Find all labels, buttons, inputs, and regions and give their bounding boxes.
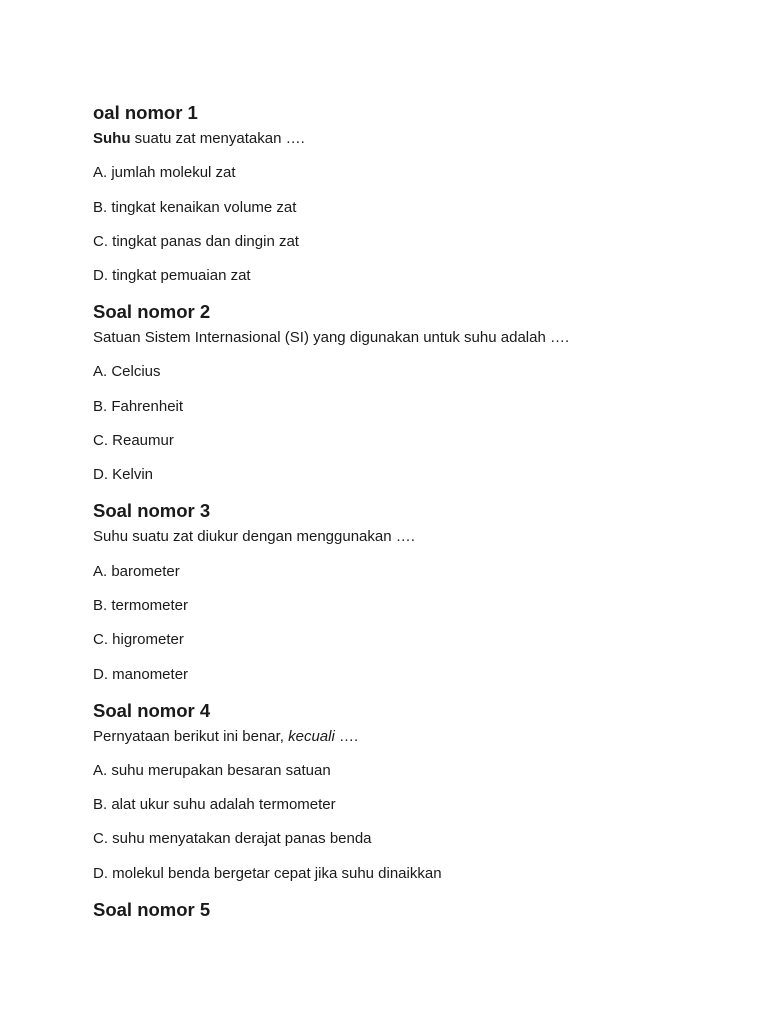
question-italic-term: kecuali bbox=[288, 727, 335, 745]
answer-option-c: C. suhu menyatakan derajat panas benda bbox=[93, 830, 372, 848]
answer-option-b: B. Fahrenheit bbox=[93, 397, 184, 415]
question-block-2 bbox=[93, 299, 733, 485]
question-heading: Soal nomor 4 bbox=[93, 699, 211, 721]
answer-option-c: C. Reaumur bbox=[93, 432, 174, 450]
question-block-3 bbox=[93, 498, 733, 684]
answer-option-d: D. tingkat pemuaian zat bbox=[93, 267, 251, 285]
question-heading: Soal nomor 3 bbox=[93, 500, 211, 522]
question-text: Satuan Sistem Internasional (SI) yang digunakan untuk suhu adalah …. bbox=[93, 329, 570, 347]
answer-option-d: D. manometer bbox=[93, 665, 189, 683]
question-text bbox=[93, 129, 733, 149]
answer-option-d: D. Kelvin bbox=[93, 466, 154, 484]
question-text bbox=[93, 727, 733, 747]
answer-option-a: A. Celcius bbox=[93, 363, 161, 381]
question-block-5 bbox=[93, 897, 733, 923]
question-tail: …. bbox=[334, 727, 359, 745]
answer-option-a: A. suhu merupakan besaran satuan bbox=[93, 761, 331, 779]
question-heading: Soal nomor 2 bbox=[93, 301, 211, 323]
question-bold-term: Suhu bbox=[93, 130, 131, 147]
answer-option-a: A. jumlah molekul zat bbox=[93, 164, 236, 182]
answer-option-b: B. termometer bbox=[93, 596, 189, 614]
answer-option-c: C. higrometer bbox=[93, 631, 184, 649]
question-body: suatu zat menyatakan …. bbox=[130, 130, 305, 147]
answer-option-d: D. molekul benda bergetar cepat jika suhu dinaikkan bbox=[93, 864, 442, 882]
document-page bbox=[93, 100, 733, 923]
question-block-1 bbox=[93, 100, 733, 286]
answer-option-a: A. barometer bbox=[93, 562, 180, 580]
question-text: Suhu suatu zat diukur dengan menggunakan …. bbox=[93, 528, 415, 546]
question-heading: oal nomor 1 bbox=[93, 102, 198, 123]
answer-option-b: B. tingkat kenaikan volume zat bbox=[93, 198, 297, 216]
answer-option-c: C. tingkat panas dan dingin zat bbox=[93, 232, 299, 250]
question-heading: Soal nomor 5 bbox=[93, 898, 211, 920]
question-block-4 bbox=[93, 698, 733, 884]
answer-option-b: B. alat ukur suhu adalah termometer bbox=[93, 796, 336, 814]
question-body: Pernyataan berikut ini benar, bbox=[93, 727, 289, 745]
